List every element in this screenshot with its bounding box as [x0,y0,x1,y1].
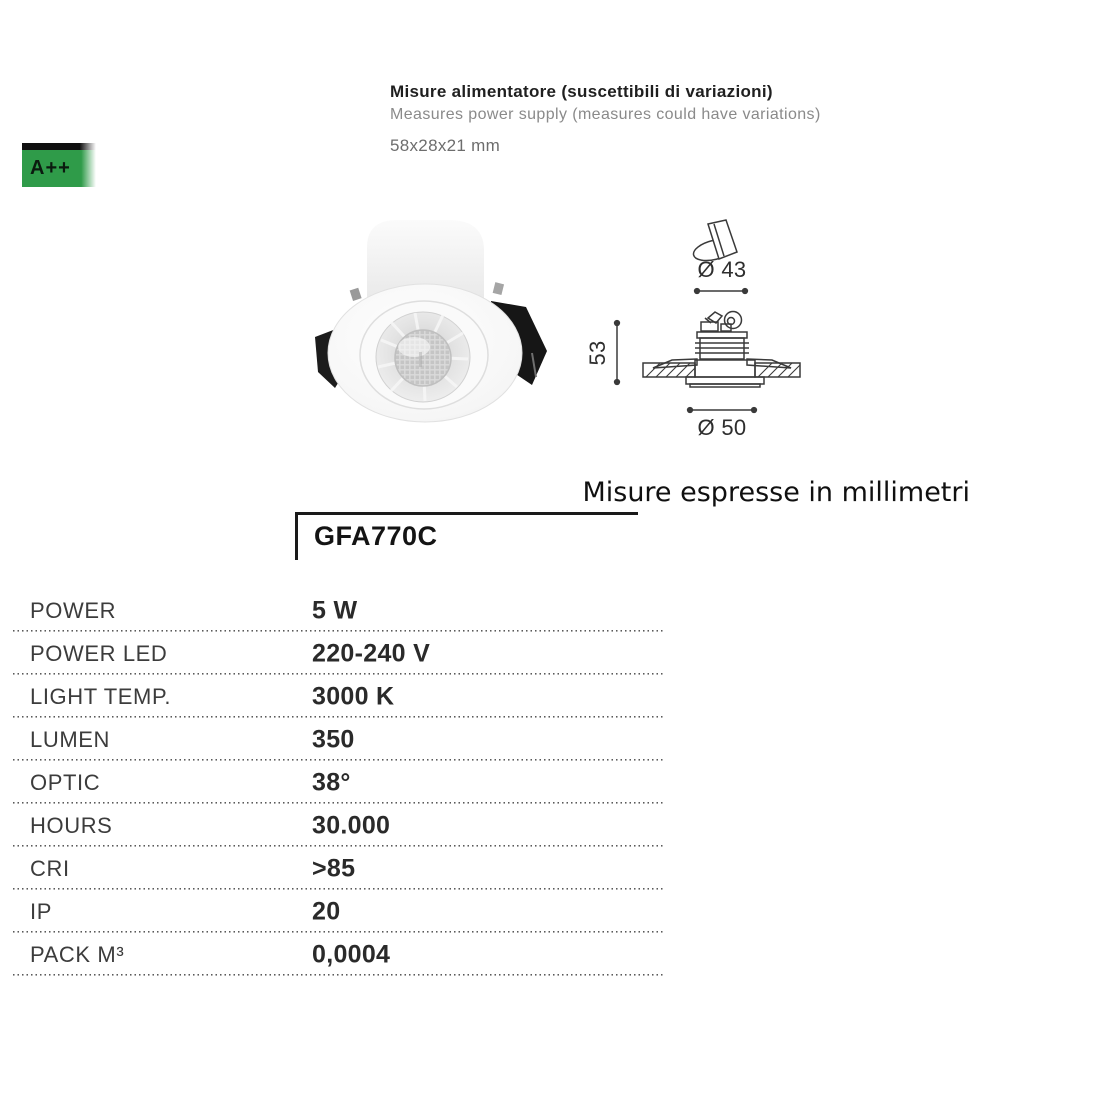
spec-value: 38° [312,768,351,796]
dimension-height: 53 [585,340,610,366]
dimension-line-top [695,289,748,294]
spec-label: POWER LED [30,640,168,666]
spec-label: HOURS [30,812,113,838]
power-supply-title-it: Misure alimentatore (suscettibili di variazioni) [390,82,773,101]
spec-row [13,632,663,675]
wires [701,312,742,332]
product-code-block [295,512,638,552]
product-code: GFA770C [314,521,438,551]
product-code-corner-line [295,515,298,560]
spec-value: 3000 K [312,682,395,710]
spec-row [13,933,663,976]
spec-value: 30.000 [312,811,391,839]
power-supply-dimensions: 58x28x21 mm [390,136,501,155]
spec-label: IP [30,898,52,924]
spec-row [13,890,663,933]
spec-value: 350 [312,725,355,753]
section-body [695,332,749,359]
power-supply-title-en: Measures power supply (measures could have variations) [390,106,821,123]
spec-label: CRI [30,855,70,881]
dimension-line-height [615,321,620,385]
spec-row [13,847,663,890]
spotlight-photo-art [295,205,575,445]
spec-label: POWER [30,597,117,623]
spec-row [13,718,663,761]
energy-class-badge [22,143,96,187]
spec-value: 0,0004 [312,940,391,968]
spec-row [13,804,663,847]
spec-label: LUMEN [30,726,111,752]
units-note: Misure espresse in millimetri [582,477,970,508]
spec-row [13,761,663,804]
dimension-bottom-diameter: Ø 50 [697,415,747,440]
dimension-top-diameter: Ø 43 [697,257,747,282]
dimension-line-bottom [688,408,757,413]
badge-top-bar [22,143,96,150]
spec-row [13,675,663,718]
badge-body [22,150,96,187]
led-cob [395,330,451,386]
spec-label: OPTIC [30,769,101,795]
spec-row [13,589,663,632]
energy-class-label: A++ [30,157,71,179]
spec-value: 5 W [312,596,358,624]
ceiling-section [643,363,800,377]
spec-label: LIGHT TEMP. [30,683,172,709]
spec-value: 20 [312,897,341,925]
spec-table [13,589,663,976]
spec-label: PACK M³ [30,941,125,967]
spec-value: >85 [312,854,356,882]
spec-value: 220-240 V [312,639,431,667]
product-photo [295,205,575,445]
